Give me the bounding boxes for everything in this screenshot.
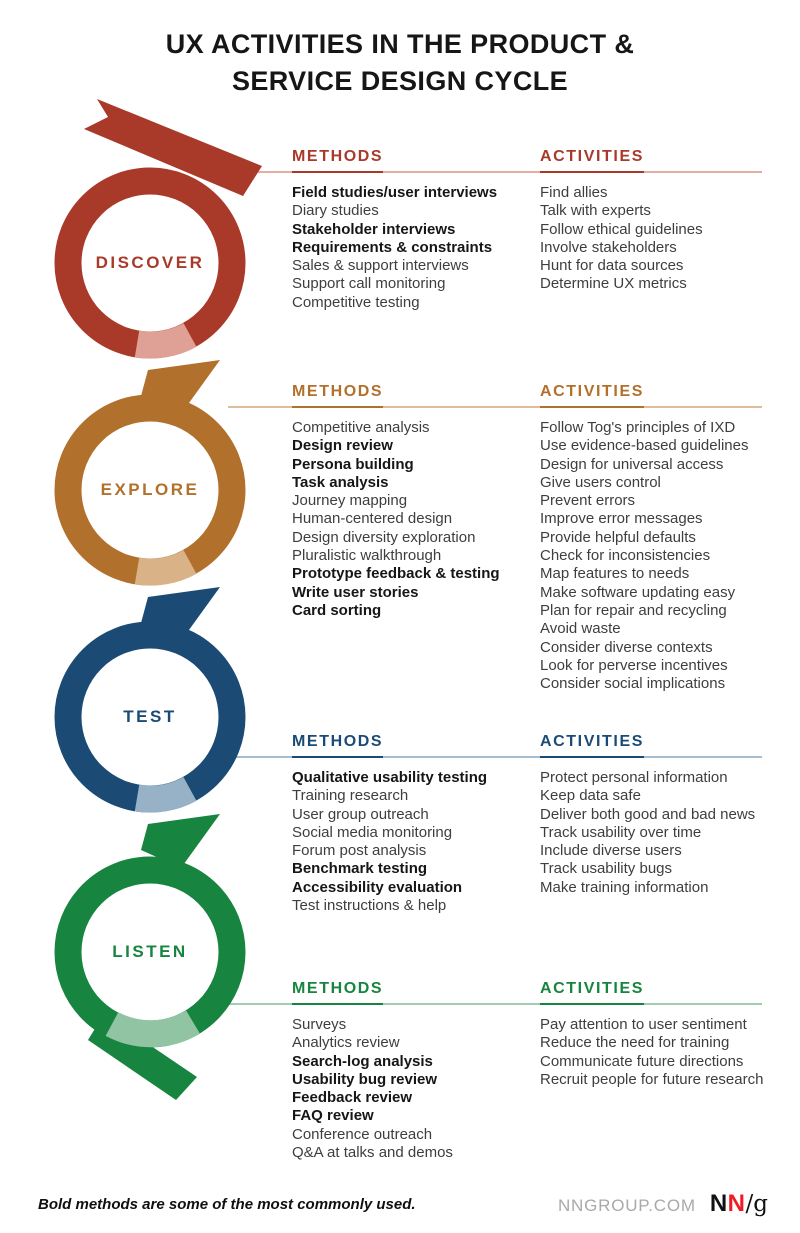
activities-heading: ACTIVITIES [540,383,644,408]
activity-item: Recruit people for future research [540,1070,764,1088]
activity-item: Keep data safe [540,787,641,805]
method-item: Stakeholder interviews [292,220,456,238]
activity-item: Prevent errors [540,492,636,510]
test-methods-column [292,733,487,915]
activity-item: Include diverse users [540,842,682,860]
nng-logo [710,1190,768,1218]
method-item: Field studies/user interviews [292,184,498,201]
activity-item: Check for inconsistencies [540,547,711,565]
activity-item: Follow ethical guidelines [540,220,703,238]
explore-methods-column [292,383,500,620]
method-item: Feedback review [292,1089,413,1107]
activity-item: Find allies [540,184,608,201]
method-item: Qualitative usability testing [292,769,488,786]
discover-activities-column [540,148,703,294]
method-item: Search-log analysis [292,1052,433,1070]
nng-logo-n2: N [727,1190,746,1217]
activity-item: Involve stakeholders [540,238,677,256]
method-item: Design diversity exploration [292,528,476,546]
method-item: Forum post analysis [292,842,427,860]
activities-heading: ACTIVITIES [540,148,644,173]
explore-activities-column [540,383,748,693]
activity-item: Give users control [540,473,661,491]
activity-item: Pay attention to user sentiment [540,1016,747,1033]
title-line-1: UX ACTIVITIES IN THE PRODUCT & [165,29,635,59]
listen-methods-column [292,980,453,1162]
activity-item: Determine UX metrics [540,275,687,293]
explore-loop [68,360,232,572]
methods-list [292,1016,453,1162]
activities-list [540,769,755,897]
methods-heading: METHODS [292,733,383,758]
activity-item: Provide helpful defaults [540,528,696,546]
method-item: Sales & support interviews [292,257,469,275]
method-item: Prototype feedback & testing [292,565,500,583]
activity-item: Make software updating easy [540,583,736,601]
phase-label-discover: DISCOVER [95,253,205,272]
activity-item: Plan for repair and recycling [540,601,727,619]
test-loop [68,587,232,799]
methods-heading: METHODS [292,148,383,173]
activity-item: Follow Tog's principles of IXD [540,419,736,436]
activity-item: Design for universal access [540,455,724,473]
methods-heading: METHODS [292,383,383,408]
activity-item: Deliver both good and bad news [540,805,756,823]
activities-heading: ACTIVITIES [540,733,644,758]
footer-branding [558,1190,768,1218]
method-item: Requirements & constraints [292,238,493,256]
website-url: NNGROUP.COM [557,1196,696,1215]
method-item: Journey mapping [292,492,408,510]
method-item: Task analysis [292,473,389,491]
methods-heading: METHODS [292,980,383,1005]
listen-activities-column [540,980,763,1089]
method-item: Q&A at talks and demos [292,1144,453,1162]
activities-heading: ACTIVITIES [540,980,644,1005]
activity-item: Talk with experts [540,202,651,220]
method-item: FAQ review [292,1107,374,1125]
activity-item: Track usability bugs [540,860,672,878]
activity-item: Make training information [540,878,709,896]
activity-item: Improve error messages [540,510,703,528]
methods-list [292,184,497,312]
method-item: Competitive testing [292,293,420,311]
method-item: Write user stories [292,583,419,601]
method-item: Human-centered design [292,510,453,528]
activity-item: Use evidence-based guidelines [540,437,749,455]
method-item: Test instructions & help [292,897,447,915]
nng-logo-g: /g [745,1191,768,1217]
activity-item: Hunt for data sources [540,257,684,275]
method-item: Surveys [292,1016,347,1033]
phase-label-test: TEST [123,707,177,726]
activity-item: Communicate future directions [540,1052,744,1070]
discover-methods-column [292,148,497,312]
nng-logo-n1: N [709,1190,728,1217]
methods-list [292,769,487,915]
footnote: Bold methods are some of the most commonly used. [38,1196,416,1213]
method-item: Card sorting [292,601,382,619]
method-item: Design review [292,437,393,455]
method-item: Pluralistic walkthrough [292,547,442,565]
activity-item: Consider diverse contexts [540,638,713,656]
method-item: Competitive analysis [292,419,430,436]
activity-item: Look for perverse incentives [540,656,728,674]
discover-crossing-segment [137,335,190,345]
method-item: Benchmark testing [292,860,428,878]
listen-crossing-segment [112,1022,193,1034]
discover-loop [68,99,262,345]
method-item: Diary studies [292,202,379,220]
activity-item: Avoid waste [540,620,621,638]
test-activities-column [540,733,755,897]
activity-item: Protect personal information [540,769,728,786]
method-item: User group outreach [292,805,429,823]
test-crossing-segment [137,789,190,799]
method-item: Usability bug review [292,1070,438,1088]
method-item: Accessibility evaluation [292,878,463,896]
method-item: Persona building [292,455,414,473]
title-line-2: SERVICE DESIGN CYCLE [231,66,569,96]
activity-item: Consider social implications [540,675,726,693]
phase-label-listen: LISTEN [112,942,188,961]
method-item: Training research [292,787,409,805]
activities-list [540,1016,763,1089]
activities-list [540,184,703,294]
explore-crossing-segment [137,562,190,572]
method-item: Analytics review [292,1034,400,1052]
method-item: Conference outreach [292,1125,433,1143]
activity-item: Reduce the need for training [540,1034,730,1052]
method-item: Social media monitoring [292,823,453,841]
design-cycle-diagram [0,0,300,1233]
activities-list [540,419,748,693]
activity-item: Map features to needs [540,565,690,583]
methods-list [292,419,500,620]
method-item: Support call monitoring [292,275,446,293]
activity-item: Track usability over time [540,823,702,841]
phase-label-explore: EXPLORE [100,480,200,499]
